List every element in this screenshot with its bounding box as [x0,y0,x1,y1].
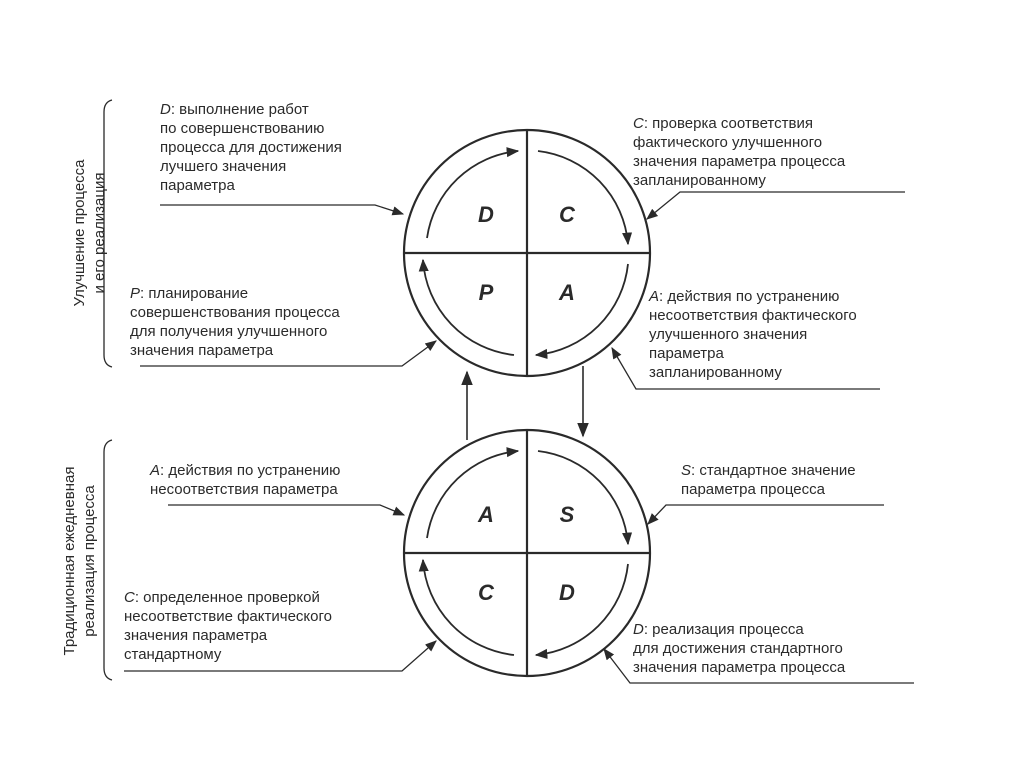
pdca-quadrant-p: P [478,280,494,305]
side-label-improvement: Улучшение процесса и его реализация [71,159,108,307]
note-pdca-d: D: выполнение работ по совершенствованию процесса для достижения лучшего значения параметра [160,101,342,194]
note-pdca-p: P: планирование совершенствования процесса для получения улучшенного значения параметра [130,285,340,359]
sdca-quadrant-c: C [478,580,494,605]
note-pdca-a: A: действия по устранению несоответствия фактического улучшенного значения параметра запланированному [649,288,857,381]
cycle-arrow-bottom-right [536,264,628,355]
note-pdca-c: C: проверка соответствия фактического улучшенного значения параметра процесса запланированному [633,115,846,189]
cycle-arrow-bottom-left [423,560,514,655]
pdca-quadrant-a: A [559,280,575,305]
note-sdca-d: D: реализация процесса для достижения стандартного значения параметра процесса [633,621,846,676]
cycle-arrow-bottom-left [423,260,514,355]
cycle-arrow-bottom-right [536,564,628,655]
note-sdca-a: A: действия по устранению несоответствия параметра [150,462,341,498]
note-sdca-s: S: стандартное значение параметра процесса [681,462,856,498]
callout-line-sdca-a [168,505,404,515]
cycle-arrow-top-right [538,451,628,544]
sdca-quadrant-d: D [559,580,575,605]
sdca-quadrant-a: A [478,502,494,527]
sdca-circle [404,430,650,676]
bracket-traditional [104,440,112,680]
callout-line-pdca-d [160,205,403,214]
sdca-quadrant-s: S [559,502,575,527]
pdca-quadrant-d: D [478,202,494,227]
pdca-quadrant-c: C [559,202,575,227]
pdca-circle [404,130,650,376]
cycle-arrow-top-right [538,151,628,244]
note-sdca-c: C: определенное проверкой несоответствие фактического значения параметра стандартному [124,589,332,663]
callout-line-sdca-s [648,505,884,524]
side-label-traditional: Традиционная ежедневная реализация процесса [61,466,98,656]
callout-line-pdca-c [647,192,905,219]
